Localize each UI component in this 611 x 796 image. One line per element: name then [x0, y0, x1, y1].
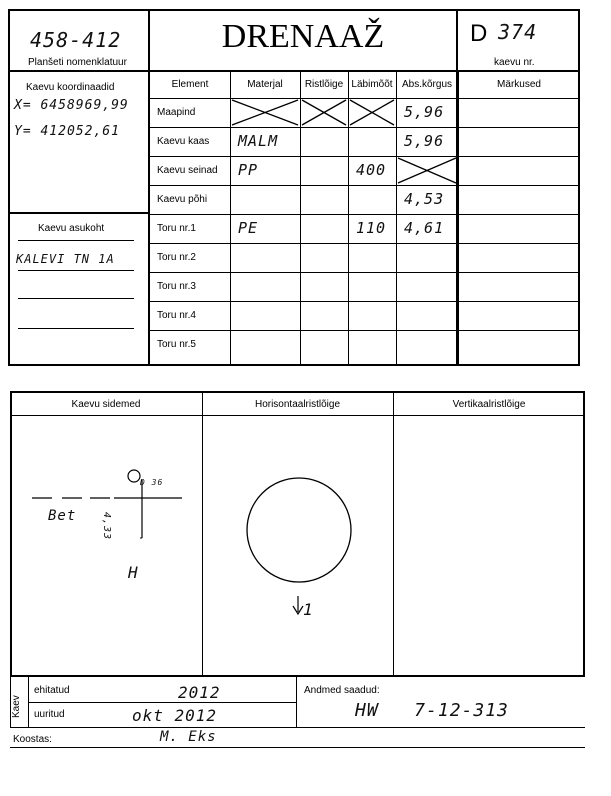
vertical-kaev-label: Kaev: [11, 695, 22, 718]
section-horizontal: Horisontaalristlõige: [254, 399, 341, 410]
well-prefix: D: [470, 20, 488, 47]
location-value: KALEVI TN 1A: [16, 252, 115, 266]
section-ties: Kaevu sidemed: [71, 399, 141, 410]
well-label: kaevu nr.: [494, 57, 535, 68]
ties-text-bet: Bet: [48, 508, 77, 524]
author-value: M. Eks: [160, 729, 217, 745]
data-source-label: Andmed saadud:: [304, 685, 380, 696]
page-title: DRENAAŽ: [221, 18, 385, 55]
pipe-label: 1: [303, 600, 314, 619]
nomenclature-value: 458-412: [30, 28, 122, 52]
table-header-1: Materjal: [247, 79, 283, 90]
table-cell-element: Kaevu põhi: [157, 194, 208, 205]
table-cell-labimoot: 110: [356, 219, 387, 237]
table-header-5: Märkused: [497, 79, 541, 90]
table-cell-abs: 5,96: [404, 103, 445, 121]
table-header-2: Ristlõige: [304, 79, 344, 90]
table-cell-abs: 4,53: [404, 190, 445, 208]
table-header-3: Läbimõõt: [351, 79, 393, 90]
ties-small-label: D 36: [140, 478, 164, 487]
cross-mark-icon: [230, 98, 300, 127]
table-cell-materjal: PP: [238, 161, 259, 179]
table-cell-materjal: MALM: [238, 132, 279, 150]
coords-label: Kaevu koordinaadid: [26, 82, 115, 93]
ties-text-distance: 4,33: [101, 512, 112, 541]
table-cell-element: Toru nr.1: [157, 223, 196, 234]
measured-label: uuritud: [34, 709, 65, 720]
cross-mark-icon: [396, 156, 458, 185]
table-cell-element: Toru nr.2: [157, 252, 196, 263]
table-cell-element: Kaevu kaas: [157, 136, 210, 147]
horizontal-sketch: [204, 418, 392, 674]
table-header-0: Element: [171, 79, 209, 90]
table-header-4: Abs.kõrgus: [401, 79, 453, 90]
section-vertical: Vertikaalristlõige: [452, 399, 526, 410]
table-cell-abs: 5,96: [404, 132, 445, 150]
cross-mark-icon: [300, 98, 348, 127]
location-label: Kaevu asukoht: [38, 223, 105, 234]
table-cell-element: Toru nr.5: [157, 339, 196, 350]
table-cell-element: Toru nr.3: [157, 281, 196, 292]
well-number: 374: [498, 20, 538, 44]
nomenclature-label: Planšeti nomenklatuur: [28, 57, 127, 68]
author-label: Koostas:: [13, 734, 52, 745]
measured-value: okt 2012: [132, 706, 218, 725]
coords-y: Y= 412052,61: [14, 124, 120, 139]
ties-text-h: H: [128, 563, 139, 582]
data-source-value: HW 7-12-313: [355, 700, 509, 721]
table-cell-materjal: PE: [238, 219, 259, 237]
built-label: ehitatud: [34, 685, 70, 696]
table-cell-labimoot: 400: [356, 161, 387, 179]
coords-x: X= 6458969,99: [14, 98, 129, 113]
built-value: 2012: [178, 683, 221, 702]
table-cell-element: Kaevu seinad: [157, 165, 218, 176]
cross-mark-icon: [348, 98, 396, 127]
table-cell-abs: 4,61: [404, 219, 445, 237]
ties-sketch: [12, 420, 200, 670]
table-cell-element: Toru nr.4: [157, 310, 196, 321]
table-cell-element: Maapind: [157, 107, 196, 118]
